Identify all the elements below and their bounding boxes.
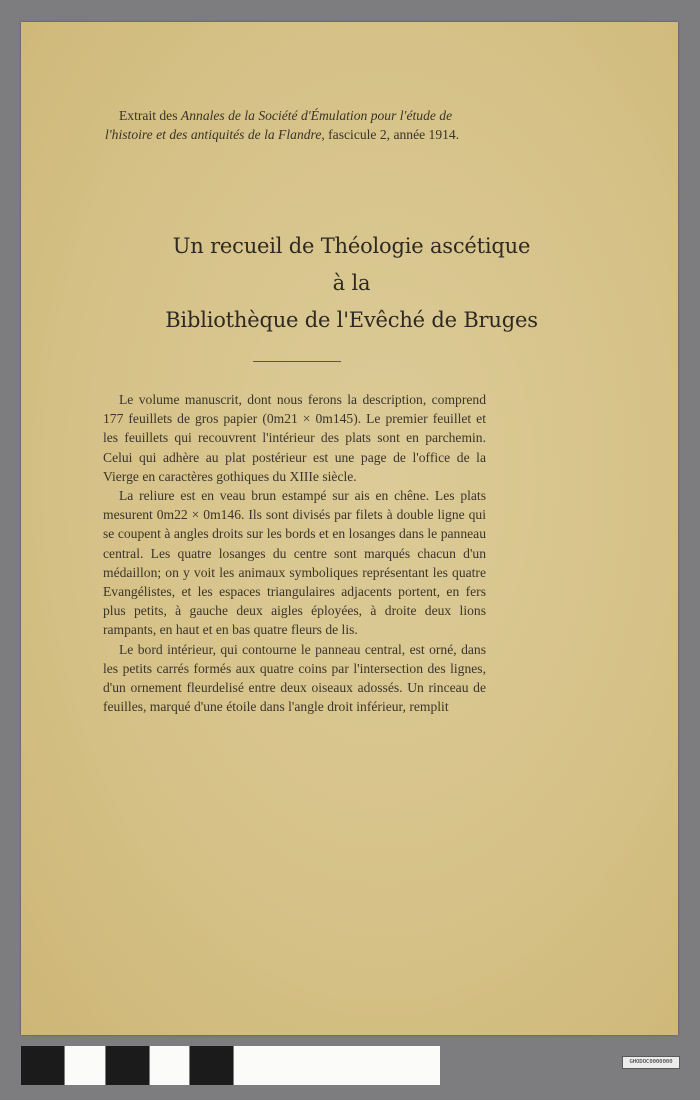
calibration-bar-black [21,1046,64,1085]
inventory-label: GHODOC0000000 [622,1056,680,1069]
document-page [21,22,678,1035]
title-divider [253,361,341,362]
journal-title: Annales de la Société d'Émulation pour l'étude de l'histoire et des antiquités de la Flandre [105,108,453,142]
calibration-bar-black [190,1046,233,1085]
source-suffix: , fascicule 2, année 1914. [321,127,460,142]
calibration-bar-black [106,1046,149,1085]
paragraph-1: Le volume manuscrit, dont nous ferons la description, comprend 177 feuillets de gros papier (0m21 × 0m145). Le premier feuillet et les feuillets qui recouvrent l'intérieur des plats sont en parchemin. Celui qui adhère au plat postérieur est une page de l'office de la Vierge en caractères gothiques du XIIIe siècle. [103,392,486,484]
article-title [81,228,622,339]
title-line-1: Un recueil de Théologie ascétique [172,234,531,258]
calibration-bar-white [150,1046,189,1085]
paragraph-2: La reliure est en veau brun estampé sur ais en chêne. Les plats mesurent 0m22 × 0m146. Ils sont divisés par filets à double ligne qui se coupent à angles droits sur les bords et en losanges dans le panneau central. Les quatre losanges du centre sont marqués chacun d'un médaillon; on y voit les animaux symboliques représentant les quatre Evangélistes, et les espaces triangulaires adjacents portent, en fers plus petits, à gauche deux aigles éployées, à droite deux lions rampants, en haut et en bas quatre fleurs de lis. [103,488,486,638]
title-line-3: Bibliothèque de l'Evêché de Bruges [165,308,538,332]
paragraph-3: Le bord intérieur, qui contourne le panneau central, est orné, dans les petits carrés formés aux quatre coins par l'intersection des lignes, d'un ornement fleurdelisé entre deux oiseaux adossés. Un rinceau de feuilles, marqué d'une étoile dans l'angle droit inférieur, remplit [103,641,486,715]
title-line-2: à la [332,271,371,295]
source-prefix: Extrait des [119,108,181,123]
calibration-bar-white [65,1046,105,1085]
calibration-bar-white [234,1046,440,1085]
source-note [105,106,495,144]
article-body [103,390,486,716]
